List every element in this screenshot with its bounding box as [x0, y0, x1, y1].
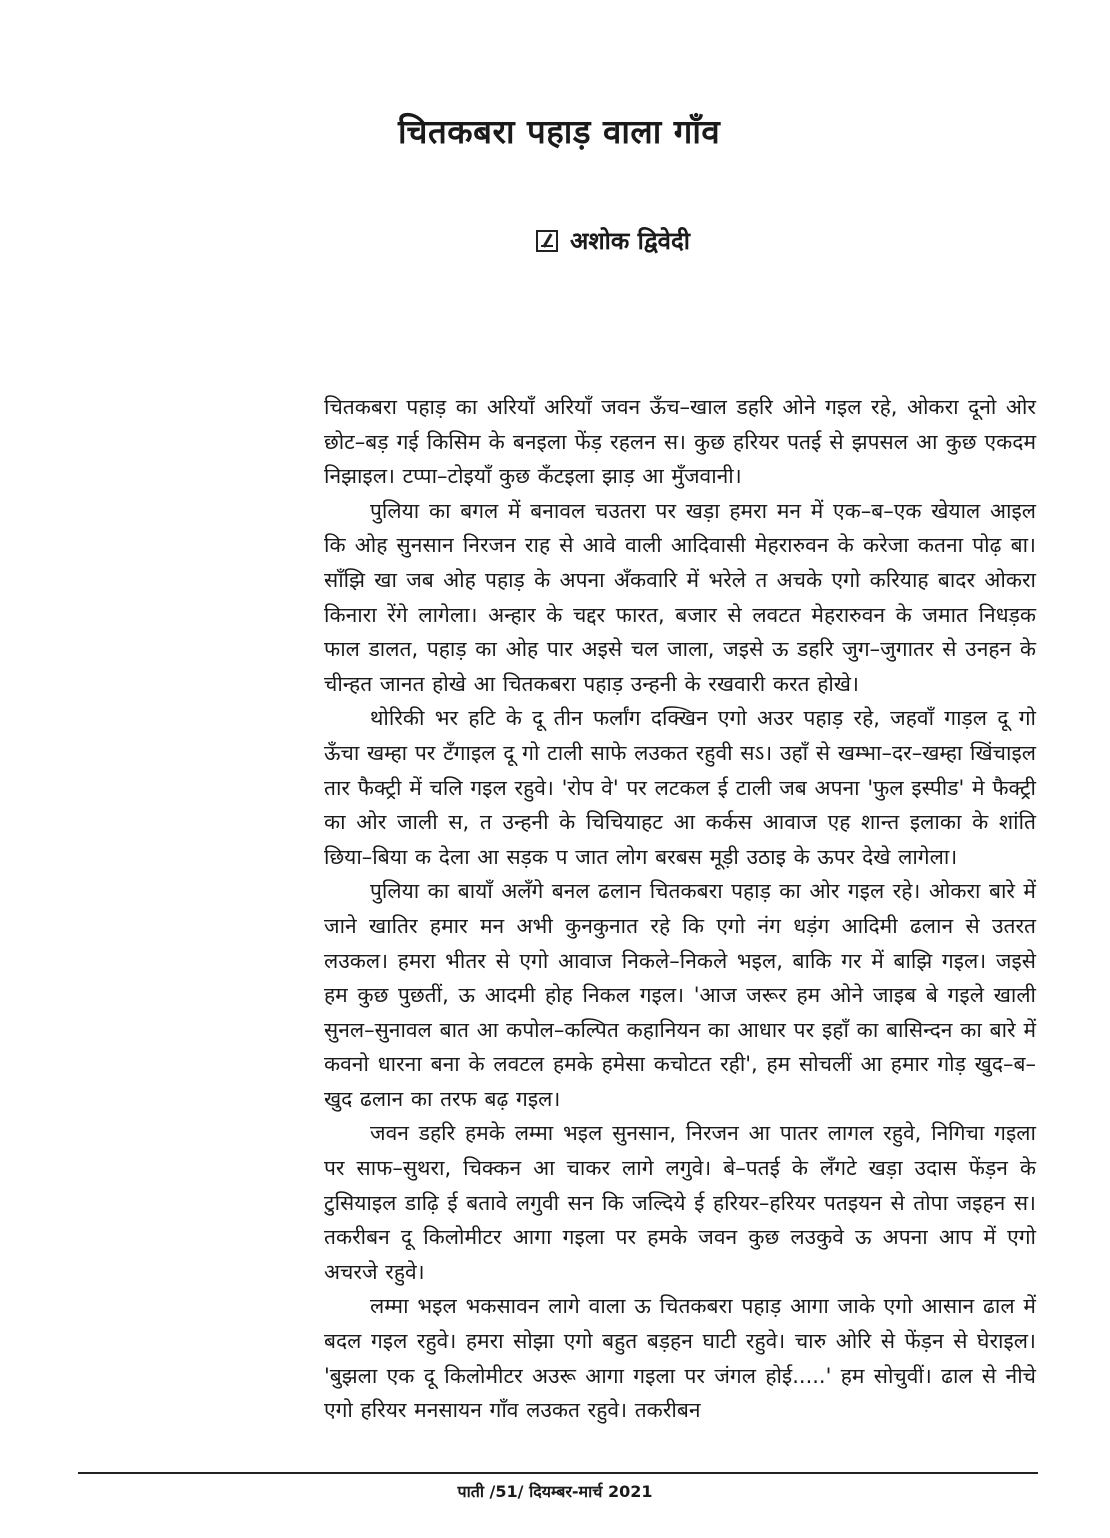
- paragraph-5: जवन डहरि हमके लम्मा भइल सुनसान, निरजन आ पातर लागल रहुवे, निगिचा गइला पर साफ–सुथरा, चिक्कन आ चाकर लागे लगुवे। बे–पतई के लँगटे खड़ा उदास फेंड़न के टुसियाइल डाढ़ि ई बतावे लगुवी सन कि जल्दिये ई हरियर–हरियर पतइयन से तोपा जइहन स। तकरीबन दू किलोमीटर आगा गइला पर हमके जवन कुछ लउकुवे ऊ अपना आप में एगो अचरजे रहुवे।: [324, 1121, 1036, 1284]
- author-byline: [536, 224, 690, 257]
- paragraph-3: थोरिकी भर हटि के दू तीन फर्लांग दक्खिन एगो अउर पहाड़ रहे, जहवाँ गाड़ल दू गो ऊँचा खम्हा पर टँगाइल दू गो टाली साफे लउकत रहुवी सऽ। उहाँ से खम्भा–दर–खम्हा खिंचाइल तार फैक्ट्री में चलि गइल रहुवे। 'रोप वे' पर लटकल ई टाली जब अपना 'फुल इस्पीड' मे फैक्ट्री का ओर जाली स, त उन्हनी के चिचियाहट आ कर्कस आवाज एह शान्त इलाका के शांति छिया–बिया क देला आ सड़क प जात लोग बरबस मूड़ी उठाइ के ऊपर देखे लागेला।: [324, 706, 1036, 869]
- pen-in-box-icon: [536, 230, 558, 252]
- paragraph-6: लम्मा भइल भकसावन लागे वाला ऊ चितकबरा पहाड़ आगा जाके एगो आसान ढाल में बदल गइल रहुवे। हमरा सोझा एगो बहुत बड़हन घाटी रहुवे। चारु ओरि से फेंड़न से घेराइल। 'बुझला एक दू किलोमीटर अउरू आगा गइला पर जंगल होई.....' हम सोचुवीं। ढाल से नीचे एगो हरियर मनसायन गाँव लउकत रहुवे। तकरीबन: [324, 1294, 1036, 1423]
- author-name: अशोक द्विवेदी: [570, 227, 690, 255]
- paragraph-4: पुलिया का बायाँ अलँगे बनल ढलान चितकबरा पहाड़ का ओर गइल रहे। ओकरा बारे में जाने खातिर हमार मन अभी कुनकुनात रहे कि एगो नंग धड़ंग आदिमी ढलान से उतरत लउकल। हमरा भीतर से एगो आवाज निकले–निकले भइल, बाकि गर में बाझि गइल। जइसे हम कुछ पुछतीं, ऊ आदमी होह निकल गइल। 'आज जरूर हम ओने जाइब बे गइले खाली सुनल–सुनावल बात आ कपोल–कल्पित कहानियन का आधार पर इहाँ का बासिन्दन का बारे में कवनो धारना बना के लवटल हमके हमेसा कचोटत रही', हम सोचलीं आ हमार गोड़ खुद–ब–खुद ढलान का तरफ बढ़ गइल।: [324, 879, 1036, 1111]
- footer-divider: [78, 1472, 1038, 1474]
- page-footer: पाती /51/ दियम्बर-मार्च 2021: [457, 1482, 653, 1501]
- paragraph-2: पुलिया का बगल में बनावल चउतरा पर खड़ा हमरा मन में एक–ब–एक खेयाल आइल कि ओह सुनसान निरजन राह से आवे वाली आदिवासी मेहरारुवन के करेजा कतना पोढ़ बा। साँझि खा जब ओह पहाड़ के अपना अँकवारि में भरेले त अचके एगो करियाह बादर ओकरा किनारा रेंगे लागेला। अन्हार के चद्दर फारत, बजार से लवटत मेहरारुवन के जमात निधड़क फाल डालत, पहाड़ का ओह पार अइसे चल जाला, जइसे ऊ डहरि जुग–जुगातर से उनहन के चीन्हत जानत होखे आ चितकबरा पहाड़ उन्हनी के रखवारी करत होखे।: [324, 498, 1036, 696]
- paragraph-1: चितकबरा पहाड़ का अरियाँ अरियाँ जवन ऊँच–खाल डहरि ओने गइल रहे, ओकरा दूनो ओर छोट–बड़ गई किसिम के बनइला फेंड़ रहलन स। कुछ हरियर पतई से झपसल आ कुछ एकदम निझाइल। टप्पा–टोइयाँ कुछ कँटइला झाड़ आ मुँजवानी।: [324, 395, 1036, 489]
- article-title: चितकबरा पहाड़ वाला गाँव: [398, 112, 721, 151]
- article-body: [324, 390, 1036, 1428]
